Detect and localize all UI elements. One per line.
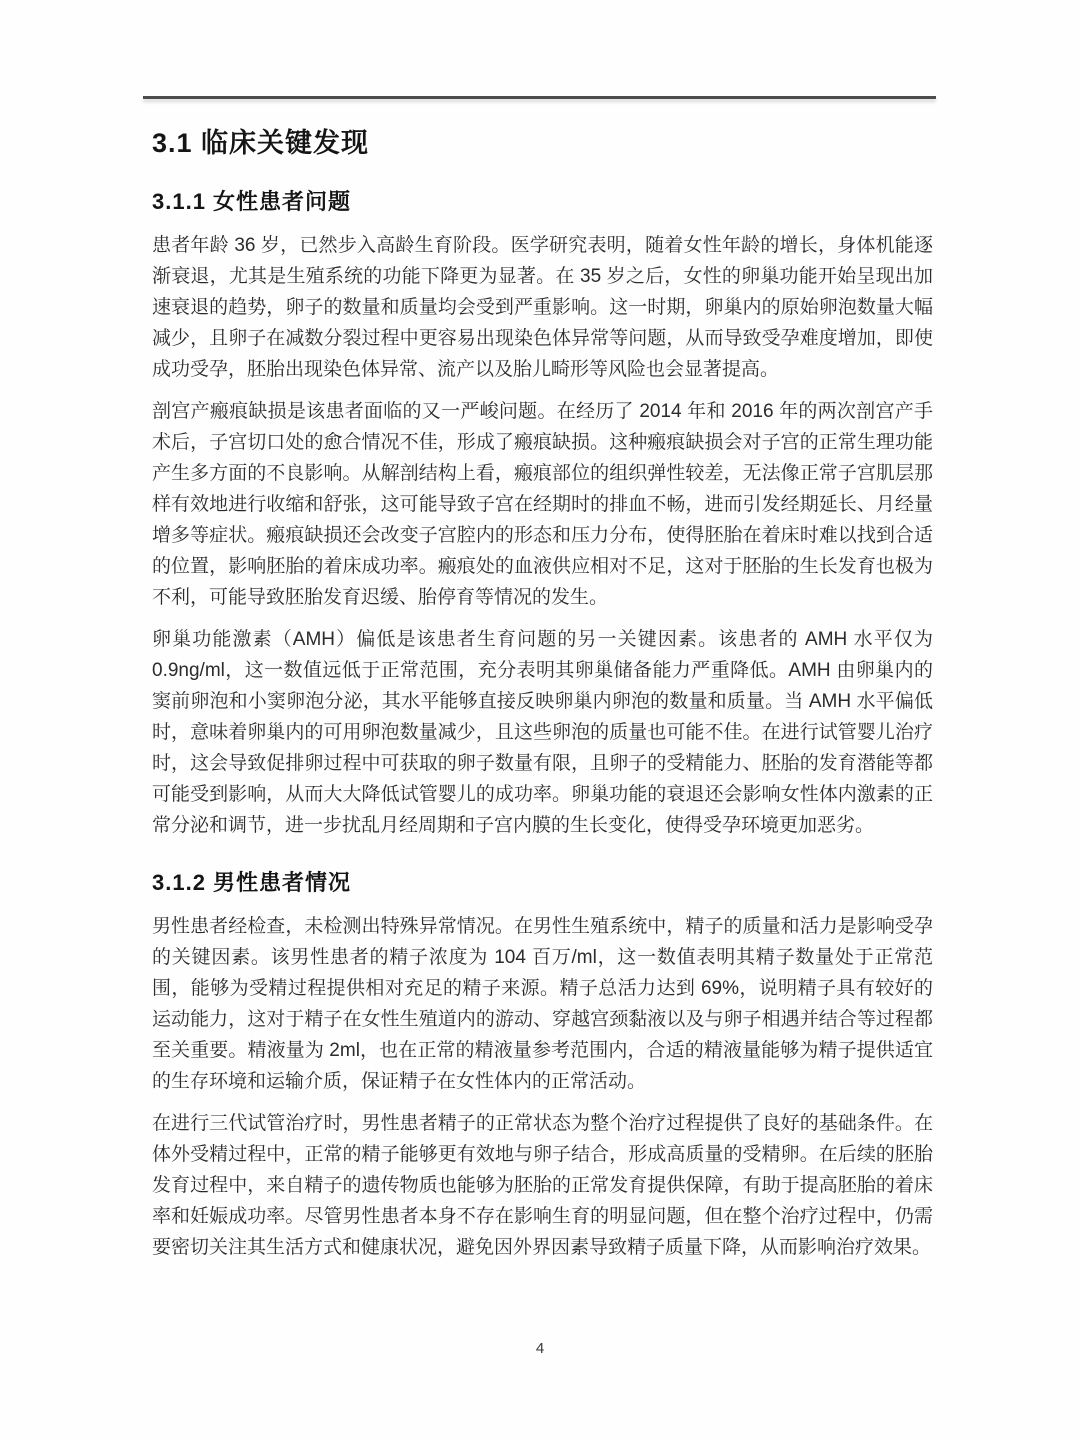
page-content: [152, 100, 933, 1274]
page-number: 4: [535, 1340, 545, 1357]
paragraph-male-exam: 男性患者经检查，未检测出特殊异常情况。在男性生殖系统中，精子的质量和活力是影响受孕的关键因素。该男性患者的精子浓度为 104 百万/ml，这一数值表明其精子数量处于正常范围，能够为受精过程提供相对充足的精子来源。精子总活力达到 69%，说明精子具有较好的运动能力，这对于精子在女性生殖道内的游动、穿越宫颈黏液以及与卵子相遇并结合等过程都至关重要。精液量为 2ml，也在正常的精液量参考范围内，合适的精液量能够为精子提供适宜的生存环境和运输介质，保证精子在女性体内的正常活动。: [152, 916, 933, 1092]
subsection-heading-3-1-2: 3.1.2 男性患者情况: [152, 870, 352, 895]
paragraph-female-scar-defect: 剖宫产瘢痕缺损是该患者面临的又一严峻问题。在经历了 2014 年和 2016 年的两次剖宫产手术后，子宫切口处的愈合情况不佳，形成了瘢痕缺损。这种瘢痕缺损会对子宫的正常生理功能产生多方面的不良影响。从解剖结构上看，瘢痕部位的组织弹性较差，无法像正常子宫肌层那样有效地进行收缩和舒张，这可能导致子宫在经期时的排血不畅，进而引发经期延长、月经量增多等症状。瘢痕缺损还会改变子宫腔内的形态和压力分布，使得胚胎在着床时难以找到合适的位置，影响胚胎的着床成功率。瘢痕处的血液供应相对不足，这对于胚胎的生长发育也极为不利，可能导致胚胎发育迟缓、胎停育等情况的发生。: [152, 401, 933, 608]
paragraph-male-ivf: 在进行三代试管治疗时，男性患者精子的正常状态为整个治疗过程提供了良好的基础条件。在体外受精过程中，正常的精子能够更有效地与卵子结合，形成高质量的受精卵。在后续的胚胎发育过程中，来自精子的遗传物质也能够为胚胎的正常发育提供保障，有助于提高胚胎的着床率和妊娠成功率。尽管男性患者本身不存在影响生育的明显问题，但在整个治疗过程中，仍需要密切关注其生活方式和健康状况，避免因外界因素导致精子质量下降，从而影响治疗效果。: [152, 1113, 933, 1258]
paragraph-female-amh: 卵巢功能激素（AMH）偏低是该患者生育问题的另一关键因素。该患者的 AMH 水平仅为 0.9ng/ml，这一数值远低于正常范围，充分表明其卵巢储备能力严重降低。AMH 由卵巢内的窦前卵泡和小窦卵泡分泌，其水平能够直接反映卵巢内卵泡的数量和质量。当 AMH 水平偏低时，意味着卵巢内的可用卵泡数量减少，且这些卵泡的质量也可能不佳。在进行试管婴儿治疗时，这会导致促排卵过程中可获取的卵子数量有限，且卵子的受精能力、胚胎的发育潜能等都可能受到影响，从而大大降低试管婴儿的成功率。卵巢功能的衰退还会影响女性体内激素的正常分泌和调节，进一步扰乱月经周期和子宫内膜的生长变化，使得受孕环境更加恶劣。: [152, 629, 933, 836]
subsection-heading-3-1-1: 3.1.1 女性患者问题: [152, 189, 352, 214]
header-rule: [143, 96, 936, 99]
section-heading-3-1: 3.1 临床关键发现: [152, 128, 370, 158]
paragraph-female-age: 患者年龄 36 岁，已然步入高龄生育阶段。医学研究表明，随着女性年龄的增长，身体机能逐渐衰退，尤其是生殖系统的功能下降更为显著。在 35 岁之后，女性的卵巢功能开始呈现出加速衰退的趋势，卵子的数量和质量均会受到严重影响。这一时期，卵巢内的原始卵泡数量大幅减少，且卵子在减数分裂过程中更容易出现染色体异常等问题，从而导致受孕难度增加，即使成功受孕，胚胎出现染色体异常、流产以及胎儿畸形等风险也会显著提高。: [152, 235, 933, 380]
